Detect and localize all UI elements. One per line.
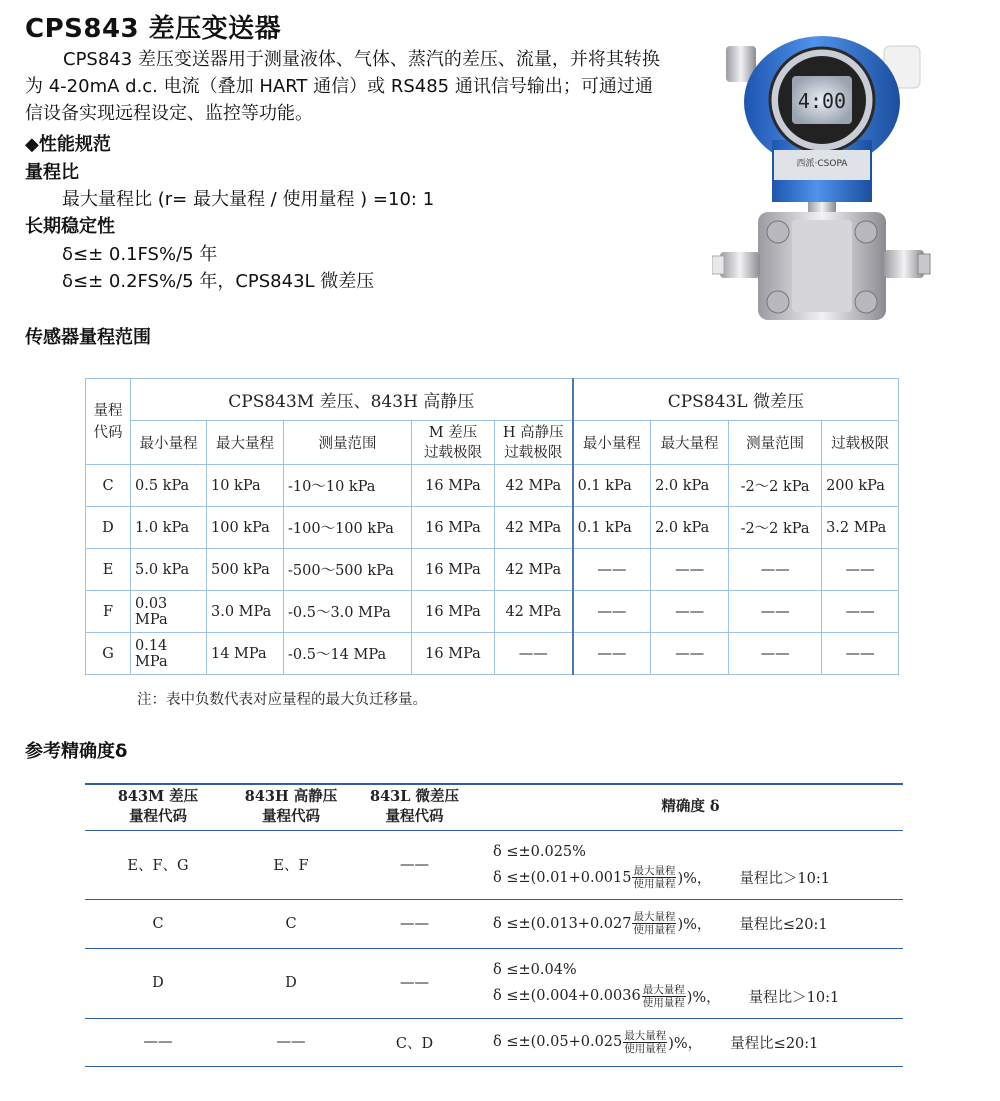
table-row: F 0.03 MPa 3.0 MPa -0.5～3.0 MPa 16 MPa 42 MPa —— —— —— ——	[86, 591, 899, 633]
table-row: E 5.0 kPa 500 kPa -500～500 kPa 16 MPa 42 MPa —— —— —— ——	[86, 549, 899, 591]
col-max-range: 最大量程	[207, 421, 284, 465]
svg-text:4:00: 4:00	[797, 89, 847, 113]
accuracy-heading: 参考精确度δ	[25, 741, 128, 762]
fraction: $\frac{\text{最大量程}}{\text{使用量程}}$	[624, 1029, 667, 1055]
table-row: D 1.0 kPa 100 kPa -100～100 kPa 16 MPa 42 MPa 0.1 kPa 2.0 kPa -2～2 kPa 3.2 MPa	[86, 507, 899, 549]
range-code-header: 量程代码	[86, 379, 131, 465]
col-m-overload: M 差压 过载极限	[412, 421, 495, 465]
spec-heading: ◆性能规范	[25, 134, 111, 155]
range-ratio-heading: 量程比	[25, 162, 79, 183]
range-ratio-text: 最大量程比 (r= 最大量程 / 使用量程 ) =10: 1	[62, 189, 435, 210]
range-table-note: 注：表中负数代表对应量程的最大负迁移量。	[137, 692, 427, 708]
acc-col-accuracy: 精确度 δ	[478, 784, 903, 830]
stability-line-1: δ≤± 0.1FS%/5 年	[62, 244, 218, 265]
col-measure-range: 测量范围	[284, 421, 412, 465]
fraction: $\frac{\text{最大量程}}{\text{使用量程}}$	[633, 865, 676, 890]
table-row: —— —— C、D δ ≤±(0.05+0.025 $\frac{\text{最大量程}}{\text{使用量程}}$ )%， 量程比≤20:1	[85, 1018, 903, 1066]
intro-paragraph: CPS843 差压变送器用于测量液体、气体、蒸汽的差压、流量，并将其转换为 4-20mA d.c. 电流（叠加 HART 通信）或 RS485 通讯信号输出；可通过通信设备实现远程设定、监控等功能。	[25, 49, 660, 124]
acc-col-843l: 843L 微差压 量程代码	[351, 784, 478, 830]
col-l-overload: 过载极限	[822, 421, 899, 465]
fraction: $\frac{\text{最大量程}}{\text{使用量程}}$	[633, 911, 676, 936]
sensor-range-table	[85, 378, 898, 675]
group-header-843l: CPS843L 微差压	[573, 379, 899, 421]
group-header-843m-843h: CPS843M 差压、843H 高静压	[131, 379, 573, 421]
accuracy-table	[85, 783, 903, 1067]
col-l-measure-range: 测量范围	[729, 421, 822, 465]
col-min-range: 最小量程	[131, 421, 207, 465]
stability-heading: 长期稳定性	[25, 216, 115, 237]
acc-col-843h: 843H 高静压 量程代码	[231, 784, 351, 830]
fraction: $\frac{\text{最大量程}}{\text{使用量程}}$	[642, 983, 685, 1009]
col-l-max-range: 最大量程	[651, 421, 729, 465]
table-row: G 0.14 MPa 14 MPa -0.5～14 MPa 16 MPa —— —— —— —— ——	[86, 633, 899, 675]
col-l-min-range: 最小量程	[573, 421, 651, 465]
table-row: E、F、G E、F —— δ ≤±0.025% δ ≤±(0.01+0.0015 $\frac{\text{最大量程}}{\text{使用量程}}$ )%， 量程比＞10:1	[85, 830, 903, 899]
table-row: C 0.5 kPa 10 kPa -10～10 kPa 16 MPa 42 MPa 0.1 kPa 2.0 kPa -2～2 kPa 200 kPa	[86, 465, 899, 507]
page-title: CPS843 差压变送器	[25, 14, 282, 44]
device-brand-label: 西派·CSOPA	[796, 159, 848, 169]
col-h-overload: H 高静压 过载极限	[495, 421, 573, 465]
stability-line-2: δ≤± 0.2FS%/5 年，CPS843L 微差压	[62, 271, 375, 292]
table-row: C C —— δ ≤±(0.013+0.027 $\frac{\text{最大量程}}{\text{使用量程}}$ )%， 量程比≤20:1	[85, 899, 903, 948]
transmitter-product-image	[712, 30, 932, 330]
table-row: D D —— δ ≤±0.04% δ ≤±(0.004+0.0036 $\frac{\text{最大量程}}{\text{使用量程}}$ )%， 量程比＞10:1	[85, 948, 903, 1018]
sensor-range-heading: 传感器量程范围	[25, 327, 151, 348]
acc-col-843m: 843M 差压 量程代码	[85, 784, 231, 830]
